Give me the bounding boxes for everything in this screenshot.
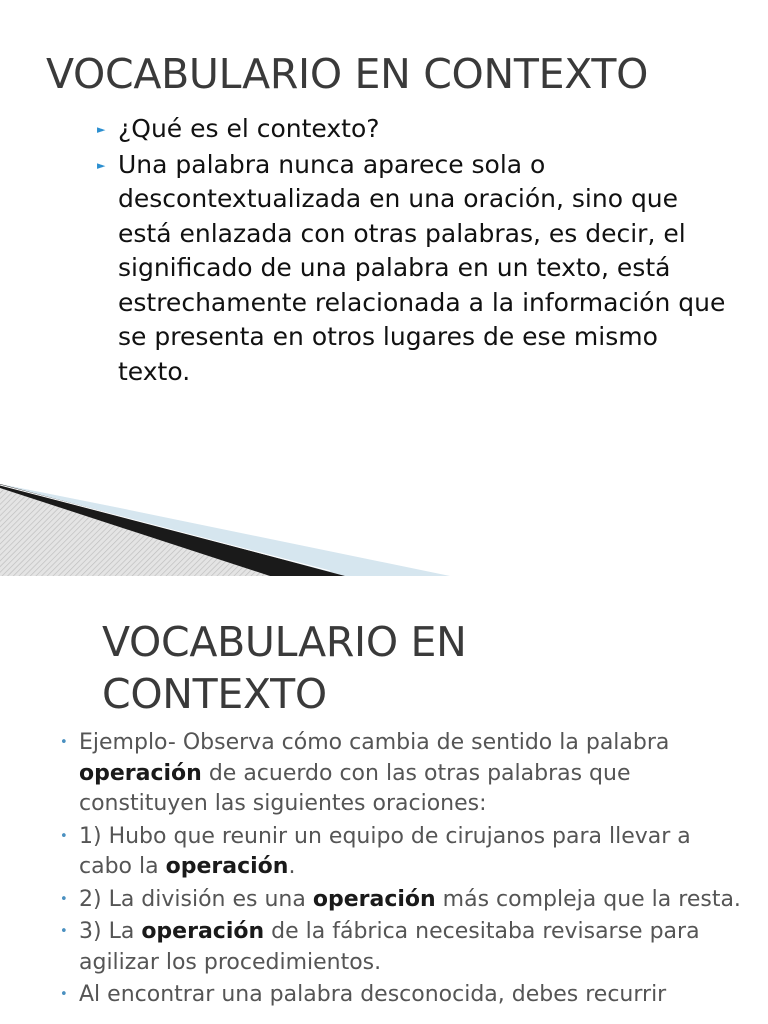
decorative-wave-graphic [0, 470, 768, 576]
slide-2-title-line-2: CONTEXTO [102, 670, 327, 718]
item-text-end: . [288, 854, 296, 879]
bullet-item [58, 728, 748, 820]
keyword-highlight: operación [79, 760, 202, 786]
item-text-start: 1) Hubo que reunir un equipo de cirujanos para llevar a cabo la [79, 823, 691, 879]
bullet-item [96, 112, 726, 147]
bullet-item [58, 980, 748, 1011]
triangle-bullet-icon: ► [97, 123, 106, 136]
keyword-highlight: operación [141, 919, 265, 944]
triangle-bullet-icon: ► [97, 158, 106, 172]
slide-2-bullet-list [58, 728, 748, 1013]
item-text-end: de acuerdo con las otras palabras que constituyen las siguientes oraciones: [79, 760, 631, 816]
slide-2-title [102, 616, 467, 720]
dot-bullet-icon: • [60, 891, 68, 907]
dot-bullet-icon: • [60, 987, 68, 1002]
bullet-text: ¿Qué es el contexto? [118, 114, 380, 143]
keyword-highlight: operación [312, 886, 436, 912]
item-text-start: 3) La [79, 919, 142, 944]
item-text-end: de la fábrica necesitaba revisarse para agilizar los procedimientos. [79, 919, 700, 975]
bullet-text: Una palabra nunca aparece sola o descontextualizada en una oración, sino que está enlazada con otras palabras, es decir, el significado de una palabra en un texto, está estrechamente relacionada a la información que se presenta en otros lugares de ese mismo texto. [118, 149, 726, 386]
bullet-item [58, 885, 748, 916]
dot-bullet-icon: • [60, 924, 68, 939]
dot-bullet-icon: • [60, 735, 68, 750]
item-text-start: Al encontrar una palabra desconocida, debes recurrir [79, 982, 667, 1007]
bullet-item [58, 917, 748, 978]
bullet-item [58, 822, 748, 883]
item-text-start: Ejemplo- Observa cómo cambia de sentido la palabra [79, 730, 670, 755]
keyword-highlight: operación [165, 854, 289, 879]
bullet-item [96, 148, 726, 390]
slide-1-bullet-list [96, 112, 726, 390]
dot-bullet-icon: • [60, 828, 68, 844]
item-text-start: 2) La división es una [79, 886, 313, 912]
slide-1-title: VOCABULARIO EN CONTEXTO [46, 50, 649, 98]
item-text-end: más compleja que la resta. [435, 886, 741, 912]
slide-2-title-line-1: VOCABULARIO EN [102, 618, 467, 666]
